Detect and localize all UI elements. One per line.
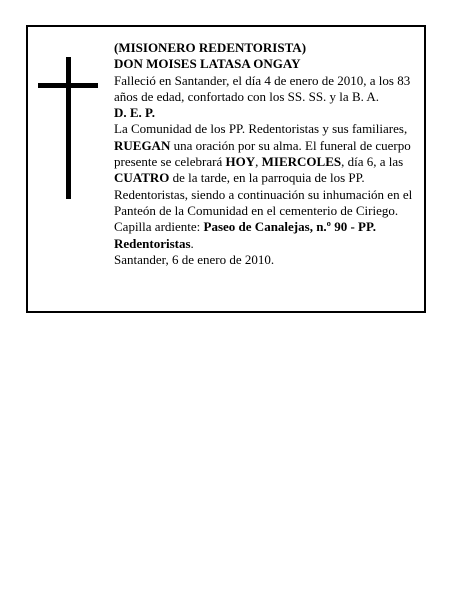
- hoy-text: HOY: [225, 154, 256, 170]
- notice-text: [114, 40, 424, 268]
- obituary-notice: [26, 25, 426, 313]
- order-line: (MISIONERO REDENTORISTA): [114, 40, 307, 55]
- death-info: Falleció en Santander, el día 4 de enero de 2010, a los 83 años de edad, confortado con los SS. SS. y la B. A.: [114, 72, 411, 104]
- prayer-text: una oración por su alma. El funeral de cuerpo presente se celebrará: [114, 137, 411, 170]
- chapel-address: Paseo de Canalejas, n.º 90 - PP. Redentoristas: [114, 219, 376, 251]
- funeral-paragraph: [114, 138, 424, 252]
- cuatro-text: CUATRO: [114, 170, 170, 186]
- day-text: , día 6, a las: [341, 154, 404, 170]
- funeral-rest-text: de la tarde, en la parroquia de los PP. Redentoristas, siendo a continuación su inhumación en el Panteón de la Comunidad en el cementerio de Ciriego. Capilla ardiente:: [114, 170, 413, 235]
- cross-icon-bar: [38, 83, 98, 88]
- ruegan-text: RUEGAN: [114, 137, 171, 153]
- miercoles-text: MIERCOLES: [261, 154, 342, 170]
- cross-icon: [66, 57, 71, 199]
- period-text: .: [190, 235, 194, 251]
- community-line: La Comunidad de los PP. Redentoristas y sus familiares,: [114, 121, 408, 137]
- dateline: Santander, 6 de enero de 2010.: [114, 251, 275, 267]
- deceased-name: DON MOISES LATASA ONGAY: [114, 56, 301, 72]
- rip-line: D. E. P.: [114, 105, 156, 121]
- comma-text: ,: [255, 154, 262, 170]
